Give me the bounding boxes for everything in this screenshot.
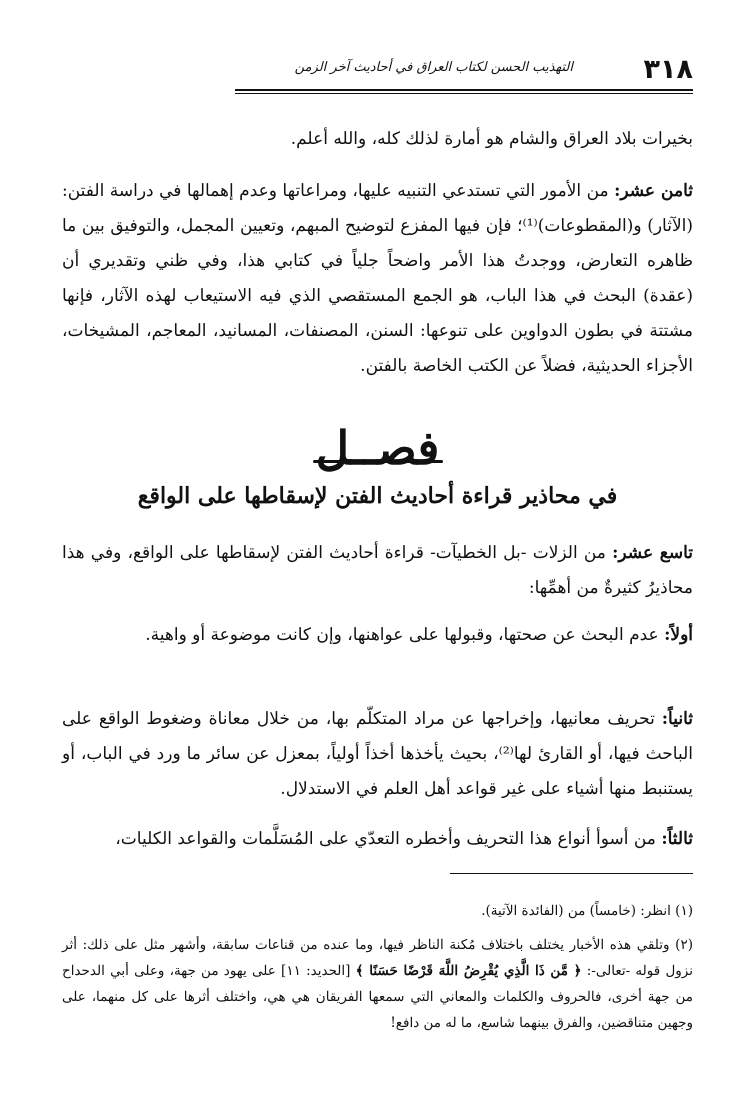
paragraph-lead: تاسع عشر: (612, 543, 694, 563)
footnote-1: (١) انظر: (خامساً) من (الفائدة الآتية). (481, 903, 693, 919)
page-header (235, 56, 693, 86)
section-heading: فصــل (315, 421, 440, 475)
paragraph-first (62, 618, 693, 653)
paragraph-eighteenth (62, 174, 693, 384)
paragraph-second (62, 702, 693, 807)
paragraph-text: من أسوأ أنواع هذا التحريف وأخطره التعدّي على المُسَلَّمات والقواعد الكليات، (115, 829, 656, 849)
paragraph-nineteenth (62, 536, 693, 606)
paragraph-third (62, 822, 693, 857)
section-subtitle: في محاذير قراءة أحاديث الفتن لإسقاطها على الواقع (137, 483, 618, 509)
footnote-text: [الحديد: ١١] على يهود من جهة، وعلى أبي الدحداح من جهة أخرى، فالحروف والكلمات والمعاني التي سمعها الفريقان هي هي، واختلف أثرها على كل منهما، على وجهين متناقضين، والفرق بينهما شاسع، ما له من دافع! (62, 963, 693, 1031)
paragraph-continuation (62, 122, 693, 157)
page-number: ٣١٨ (643, 54, 693, 85)
paragraph-text: عدم البحث عن صحتها، وقبولها على عواهنها، وإن كانت موضوعة أو واهية. (145, 625, 659, 645)
paragraph-lead: ثامن عشر: (614, 181, 694, 201)
footnote-text: (٢) وتلقي هذه الأخبار يختلف باختلاف مُكنة الناظر فيها، وما عنده من قناعات سابقة، وأشهر مثل على ذلك: أثر نزول قوله -تعالى-: (62, 937, 693, 979)
footnote-separator (450, 873, 693, 874)
paragraph-text: بخيرات بلاد العراق والشام هو أمارة لذلك كله، والله أعلم. (290, 129, 693, 149)
header-rule (235, 89, 693, 91)
paragraph-text: من الأمور التي تستدعي التنبيه عليها، ومراعاتها وعدم إهمالها في دراسة الفتن: (الآثار) و(المقطوعات)⁽¹⁾؛ فإن فيها المفزع لتوضيح المبهم، وتعيين المجمل، والتوفيق بين ما ظاهره التعارض، ووجدتُ هذا الأمر واضحاً جلياً في كتابي هذا، وفي ظني وتقديري أن (عقدة) البحث في هذا الباب، هو الجمع المستقصي الذي فيه الاستيعاب لهذه الآثار، فإنها مشتتة في بطون الدواوين على تنوعها: السنن، المصنفات، المسانيد، المعاجم، المشيخات، الأجزاء الحديثية، فضلاً عن الكتب الخاصة بالفتن. (62, 181, 693, 376)
paragraph-lead: ثالثاً: (661, 829, 693, 849)
running-title: التهذيب الحسن لكتاب العراق في أحاديث آخر الزمن (294, 60, 573, 75)
paragraph-text: تحريف معانيها، وإخراجها عن مراد المتكلّم بها، من خلال معاناة وضغوط الواقع على الباحث فيها، أو القارئ لها⁽²⁾، بحيث يأخذها أخذاً أولياً، بمعزل عن سائر ما ورد في الباب، أو يستنبط منها أشياء على غير قواعد أهل العلم في الاستدلال. (62, 709, 693, 799)
section-heading-flourish (313, 460, 443, 463)
header-rule-thin (235, 93, 693, 94)
footnote-2 (62, 932, 693, 1036)
paragraph-lead: أولاً: (664, 625, 693, 645)
paragraph-text: من الزلات -بل الخطيآت- قراءة أحاديث الفتن لإسقاطها على الواقع، وفي هذا محاذيرُ كثيرةٌ من أهمِّها: (62, 543, 693, 598)
paragraph-lead: ثانياً: (661, 709, 693, 729)
quran-verse: ﴿ مَّن ذَا الَّذِي يُقْرِضُ اللَّهَ قَرْضًا حَسَنًا ﴾ (355, 963, 582, 979)
